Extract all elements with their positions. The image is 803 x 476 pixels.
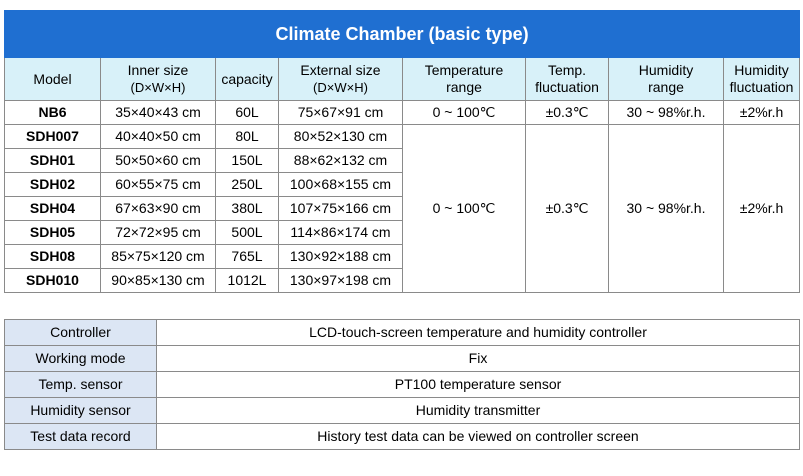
inner-size-cell: 35×40×43 cm: [101, 101, 216, 125]
spec-label: Humidity sensor: [5, 398, 157, 424]
header-hum-range-line1: Humidity: [638, 62, 694, 78]
table-row: [5, 101, 800, 125]
spacer: [5, 293, 800, 318]
header-hum-range-line2: range: [648, 79, 684, 95]
header-temp-range-line1: Temperature: [424, 62, 504, 78]
header-inner-size: [101, 58, 216, 101]
capacity-cell: 1012L: [216, 269, 279, 293]
header-external-size-sub: (D×W×H): [313, 80, 368, 95]
temp-range-cell: 0 ~ 100℃: [403, 101, 526, 125]
header-temp-fluct-line2: fluctuation: [535, 79, 599, 95]
capacity-cell: 60L: [216, 101, 279, 125]
header-temp-range: [403, 58, 526, 101]
table-title: Climate Chamber (basic type): [5, 11, 800, 58]
temp-range-merged-cell: 0 ~ 100℃: [403, 125, 526, 293]
spec-label: Test data record: [5, 424, 157, 450]
spec-row: [5, 346, 800, 372]
header-external-size: [279, 58, 403, 101]
inner-size-cell: 40×40×50 cm: [101, 125, 216, 149]
model-cell: SDH007: [5, 125, 101, 149]
spec-value: Fix: [157, 346, 800, 372]
capacity-cell: 80L: [216, 125, 279, 149]
temp-fluct-merged-cell: ±0.3℃: [526, 125, 609, 293]
header-temp-fluct: [526, 58, 609, 101]
spec-sheet: [4, 10, 799, 450]
inner-size-cell: 67×63×90 cm: [101, 197, 216, 221]
spec-value: LCD-touch-screen temperature and humidity controller: [157, 320, 800, 346]
model-cell: NB6: [5, 101, 101, 125]
inner-size-cell: 50×50×60 cm: [101, 149, 216, 173]
external-size-cell: 130×92×188 cm: [279, 245, 403, 269]
header-hum-fluct: [724, 58, 800, 101]
inner-size-cell: 90×85×130 cm: [101, 269, 216, 293]
spec-row: [5, 320, 800, 346]
external-size-cell: 88×62×132 cm: [279, 149, 403, 173]
spec-table: [4, 319, 800, 450]
climate-chamber-table: [4, 10, 800, 317]
spec-row: [5, 398, 800, 424]
capacity-cell: 380L: [216, 197, 279, 221]
header-inner-size-label: Inner size: [127, 62, 189, 78]
spec-label: Controller: [5, 320, 157, 346]
spec-value: PT100 temperature sensor: [157, 372, 800, 398]
capacity-cell: 500L: [216, 221, 279, 245]
header-hum-fluct-line2: fluctuation: [729, 79, 794, 95]
spec-row: [5, 424, 800, 450]
hum-range-merged-cell: 30 ~ 98%r.h.: [609, 125, 724, 293]
hum-fluct-merged-cell: ±2%r.h: [724, 125, 800, 293]
spec-label: Temp. sensor: [5, 372, 157, 398]
header-hum-fluct-line1: Humidity: [734, 62, 789, 78]
model-cell: SDH05: [5, 221, 101, 245]
header-capacity: capacity: [216, 58, 279, 101]
capacity-cell: 250L: [216, 173, 279, 197]
spec-label: Working mode: [5, 346, 157, 372]
model-cell: SDH04: [5, 197, 101, 221]
hum-range-cell: 30 ~ 98%r.h.: [609, 101, 724, 125]
table-row: [5, 125, 800, 149]
external-size-cell: 114×86×174 cm: [279, 221, 403, 245]
temp-fluct-cell: ±0.3℃: [526, 101, 609, 125]
header-temp-fluct-line1: Temp.: [547, 62, 587, 78]
header-row: [5, 58, 800, 101]
spec-value: Humidity transmitter: [157, 398, 800, 424]
capacity-cell: 150L: [216, 149, 279, 173]
external-size-cell: 75×67×91 cm: [279, 101, 403, 125]
capacity-cell: 765L: [216, 245, 279, 269]
model-cell: SDH010: [5, 269, 101, 293]
model-cell: SDH01: [5, 149, 101, 173]
model-cell: SDH02: [5, 173, 101, 197]
external-size-cell: 130×97×198 cm: [279, 269, 403, 293]
inner-size-cell: 72×72×95 cm: [101, 221, 216, 245]
external-size-cell: 100×68×155 cm: [279, 173, 403, 197]
inner-size-cell: 60×55×75 cm: [101, 173, 216, 197]
header-hum-range: [609, 58, 724, 101]
spec-row: [5, 372, 800, 398]
hum-fluct-cell: ±2%r.h: [724, 101, 800, 125]
model-cell: SDH08: [5, 245, 101, 269]
spacer-row: [5, 293, 800, 318]
header-temp-range-line2: range: [446, 79, 482, 95]
external-size-cell: 80×52×130 cm: [279, 125, 403, 149]
header-external-size-label: External size: [300, 62, 381, 78]
header-model: Model: [5, 58, 101, 101]
spec-value: History test data can be viewed on controller screen: [157, 424, 800, 450]
inner-size-cell: 85×75×120 cm: [101, 245, 216, 269]
header-inner-size-sub: (D×W×H): [130, 80, 186, 95]
external-size-cell: 107×75×166 cm: [279, 197, 403, 221]
